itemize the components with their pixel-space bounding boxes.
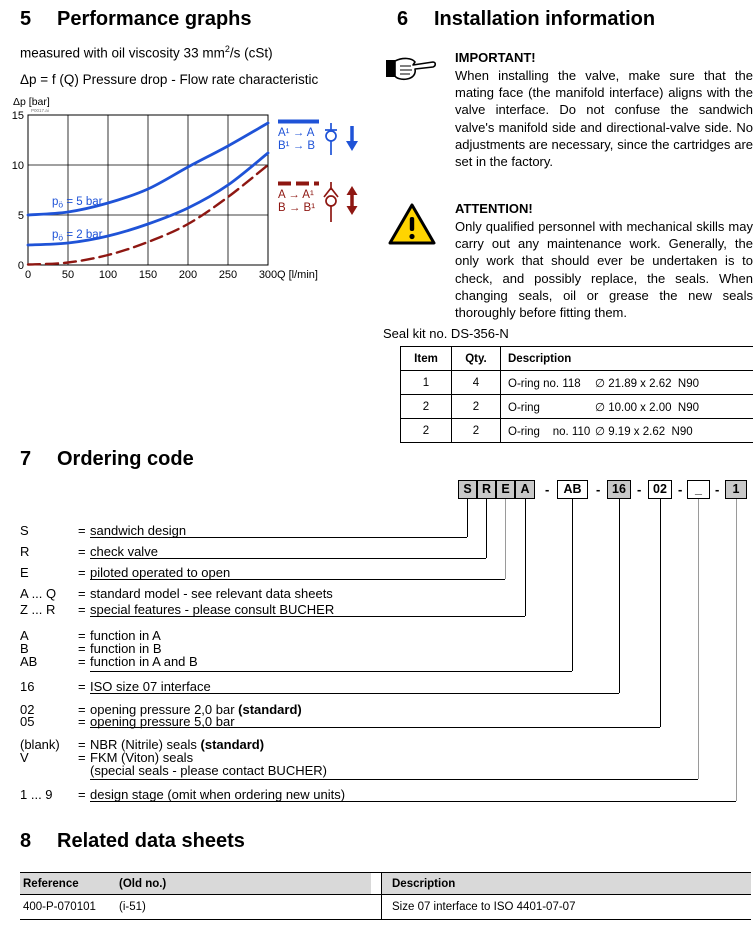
connector-line <box>467 499 468 537</box>
ordering-code-row-part: (special seals - please contact BUCHER) <box>90 763 327 778</box>
legend-label: A¹ → A <box>278 127 315 139</box>
ordering-code-row-part: ISO size 07 interface <box>90 679 211 694</box>
table-header-row <box>20 873 751 895</box>
svg-text:0: 0 <box>17 260 24 272</box>
code-box: R <box>477 480 496 499</box>
ordering-code-row-part: special features - please consult BUCHER <box>90 602 335 617</box>
ordering-code-row-part: opening pressure 5,0 bar <box>90 714 235 729</box>
section7-heading: Ordering code <box>57 448 194 470</box>
connector-underline <box>90 616 525 617</box>
curve-label: $p_ö = 5$ bar <box>52 196 103 210</box>
table-cell: 4 <box>452 371 501 395</box>
table-cell: 2 <box>401 395 452 419</box>
section6-heading: Installation information <box>434 8 656 30</box>
table-cell: 2 <box>452 395 501 419</box>
pilot-check-valve-icon <box>321 182 341 222</box>
curve-label: $p_ö = 2$ bar <box>52 229 103 243</box>
ordering-code-row-part: design stage (omit when ordering new units) <box>90 787 346 802</box>
ordering-code-row-part: function in B <box>90 641 162 656</box>
code-box: E <box>496 480 515 499</box>
table-row <box>401 419 754 443</box>
ordering-code-row-part: 05 <box>20 714 35 729</box>
ordering-code-row-part: = <box>78 750 86 765</box>
ordering-code-row-part: = <box>78 628 86 643</box>
code-separator: - <box>715 482 720 497</box>
ordering-code-row-part: NBR (Nitrile) seals (standard) <box>90 737 265 752</box>
connector-line <box>505 499 506 579</box>
section8-number: 8 <box>20 830 32 852</box>
down-arrow-icon <box>345 125 359 152</box>
pointing-hand-icon <box>385 53 437 83</box>
up-down-arrow-icon <box>345 186 359 215</box>
column-header: Reference <box>20 873 119 895</box>
svg-text:300: 300 <box>258 269 278 281</box>
ordering-code-row-part: = <box>78 702 86 717</box>
ordering-code-row-part: Z ... R <box>20 602 56 617</box>
ordering-code-row-part: 1 ... 9 <box>20 787 53 802</box>
table-cell: O-ring no. 118 ∅ 21.89 x 2.62 N90 <box>501 371 754 395</box>
code-box: _ <box>687 480 710 499</box>
ordering-code-row-part: AB <box>20 654 38 669</box>
ordering-code-row-part: S <box>20 523 29 538</box>
table-row <box>401 371 754 395</box>
legend-solid-line-sample <box>278 119 319 124</box>
connector-line <box>698 499 699 779</box>
column-header <box>371 873 382 895</box>
ordering-code-row-part: = <box>78 544 86 559</box>
ordering-code-row-part: = <box>78 565 86 580</box>
column-header: Description <box>501 347 754 371</box>
connector-underline <box>90 727 660 728</box>
ordering-code-row-part: 02 <box>20 702 35 717</box>
connector-underline <box>90 671 572 672</box>
ordering-code-row-part: standard model - see relevant data sheets <box>90 586 333 601</box>
column-header: (Old no.) <box>119 873 371 895</box>
connector-line <box>736 499 737 801</box>
attention-heading: ATTENTION! <box>455 201 533 216</box>
table-cell: 2 <box>452 419 501 443</box>
svg-text:50: 50 <box>61 269 75 281</box>
ordering-code-row-part: E <box>20 565 29 580</box>
ordering-code-row-part: 16 <box>20 679 35 694</box>
table-cell: (i-51) <box>119 895 371 920</box>
related-data-sheets-table <box>20 872 751 920</box>
svg-text:10: 10 <box>11 160 24 172</box>
connector-line <box>572 499 573 671</box>
ordering-code-row-part: = <box>78 787 86 802</box>
svg-text:15: 15 <box>11 110 24 122</box>
ordering-code-row-part: = <box>78 523 86 538</box>
ordering-code-row-part: = <box>78 737 86 752</box>
ordering-code-row-part: function in A <box>90 628 161 643</box>
connector-line <box>660 499 661 727</box>
svg-text:Δp [bar]: Δp [bar] <box>13 96 50 108</box>
table-cell: O-ring no. 110 ∅ 9.19 x 2.62 N90 <box>501 419 754 443</box>
table-cell: Size 07 interface to ISO 4401-07-07 <box>382 895 752 920</box>
table-cell: 2 <box>401 419 452 443</box>
svg-text:100: 100 <box>98 269 118 281</box>
table-cell <box>371 895 382 920</box>
connector-line <box>486 499 487 558</box>
legend-dashed-line-sample <box>278 181 319 186</box>
code-separator: - <box>678 482 683 497</box>
svg-text:P0017.ai: P0017.ai <box>31 108 49 113</box>
svg-text:0: 0 <box>24 269 32 281</box>
section8-heading: Related data sheets <box>57 830 245 852</box>
important-heading: IMPORTANT! <box>455 50 536 65</box>
seal-kit-table <box>400 346 753 443</box>
viscosity-note: measured with oil viscosity 33 $mm^2/s$ (cSt) <box>20 44 273 61</box>
code-separator: - <box>637 482 642 497</box>
code-box: 16 <box>607 480 631 499</box>
ordering-code-row-part: FKM (Viton) seals <box>90 750 194 765</box>
svg-text:150: 150 <box>138 269 158 281</box>
table-cell: 1 <box>401 371 452 395</box>
column-header: Qty. <box>452 347 501 371</box>
chart-legend-item <box>276 174 376 294</box>
svg-text:5: 5 <box>17 210 24 222</box>
connector-underline <box>90 537 467 538</box>
ordering-code-row-part: A ... Q <box>20 586 57 601</box>
ordering-code-row-part: = <box>78 714 86 729</box>
ordering-code-row-part: V <box>20 750 29 765</box>
ordering-code-row-part: = <box>78 602 86 617</box>
ordering-code-row-part: piloted operated to open <box>90 565 231 580</box>
column-header: Description <box>382 873 752 895</box>
table-row <box>20 895 751 920</box>
ordering-code-row-part: = <box>78 679 86 694</box>
column-header: Item <box>401 347 452 371</box>
svg-text:200: 200 <box>178 269 198 281</box>
legend-label: B → B¹ <box>278 202 316 214</box>
section6-number: 6 <box>397 8 409 30</box>
ordering-code-row-part: B <box>20 641 29 656</box>
attention-body: Only qualified personnel with mechanical skills may carry out any maintenance work. Generally, the only work that should ever be undertaken is to check, and possibly replace, the seals. When changing seals, oil or grease the new seals thoroughly before fitting them. <box>455 219 753 321</box>
ordering-code-row-part: = <box>78 654 86 669</box>
svg-text:Q [l/min]: Q [l/min] <box>277 269 318 281</box>
connector-underline <box>90 558 486 559</box>
connector-line <box>525 499 526 616</box>
connector-underline <box>90 801 736 802</box>
svg-text:250: 250 <box>218 269 238 281</box>
warning-triangle-icon <box>387 202 437 246</box>
connector-underline <box>90 579 505 580</box>
ordering-code-row-part: sandwich design <box>90 523 187 538</box>
code-box: AB <box>557 480 588 499</box>
ordering-code-row-part: = <box>78 641 86 656</box>
chart-caption: Δp = f (Q) Pressure drop - Flow rate characteristic <box>20 72 319 87</box>
code-separator: - <box>545 482 550 497</box>
connector-underline <box>90 693 619 694</box>
legend-label: A → A¹ <box>278 189 314 201</box>
ordering-code-row-part: A <box>20 628 29 643</box>
ordering-code-row-part: R <box>20 544 30 559</box>
table-cell: 400-P-070101 <box>20 895 119 920</box>
code-separator: - <box>596 482 601 497</box>
legend-label: B¹ → B <box>278 140 316 152</box>
connector-line <box>619 499 620 693</box>
connector-underline <box>90 779 698 780</box>
section7-number: 7 <box>20 448 32 470</box>
table-cell: O-ring ∅ 10.00 x 2.00 N90 <box>501 395 754 419</box>
ordering-code-row-part: = <box>78 586 86 601</box>
ordering-code-row-part: opening pressure 2,0 bar (standard) <box>90 702 302 717</box>
code-box: A <box>515 480 535 499</box>
section5-number: 5 <box>20 8 32 30</box>
code-box: 02 <box>648 480 672 499</box>
table-row <box>401 395 754 419</box>
ordering-code-row-part: (blank) <box>20 737 60 752</box>
ordering-code-row-part: function in A and B <box>90 654 198 669</box>
section5-heading: Performance graphs <box>57 8 252 30</box>
check-valve-icon <box>321 123 341 155</box>
important-body: When installing the valve, make sure that the mating face (the manifold interface) aligns with the valve interface. Do not confuse the sandwich valve's manifold side and directional-valve side. No adjustments are necessary, since the cartridges are set in the factory. <box>455 68 753 170</box>
ordering-code-row-part: check valve <box>90 544 158 559</box>
code-box: 1 <box>725 480 747 499</box>
seal-kit-label: Seal kit no. DS-356-N <box>383 326 509 341</box>
code-box: S <box>458 480 477 499</box>
table-header-row <box>401 347 754 371</box>
chart-axis-labels <box>12 96 318 281</box>
